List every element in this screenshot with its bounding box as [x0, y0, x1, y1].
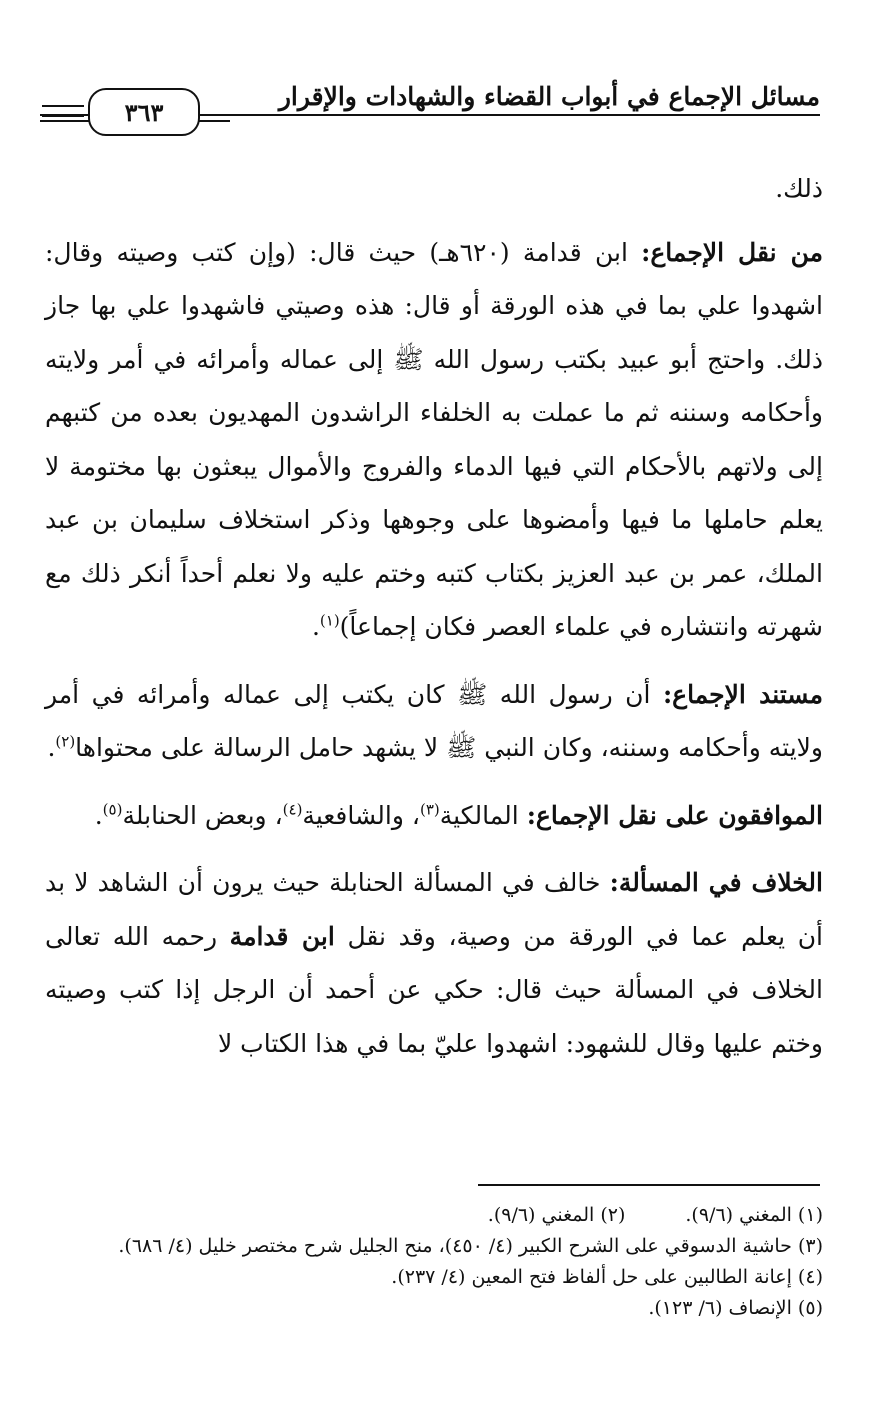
section-lead: من نقل الإجماع: [641, 237, 823, 267]
page-number: ٣٦٣ [88, 88, 200, 136]
footnotes [43, 1200, 823, 1324]
footnote-ref[interactable]: (٥) [102, 800, 123, 819]
punctuation: . [311, 612, 320, 641]
paragraph-disagreement [45, 856, 823, 1070]
section-lead: الموافقون على نقل الإجماع: [526, 800, 823, 830]
paragraph-text: المالكية [439, 800, 527, 830]
running-title: مسائل الإجماع في أبواب القضاء والشهادات والإقرار [278, 82, 820, 111]
section-lead: مستند الإجماع: [662, 679, 823, 709]
paragraph-continuation: ذلك. [775, 174, 823, 203]
footnote-4: (٤) إعانة الطالبين على حل ألفاظ فتح المعين (٤/ ٢٣٧). [391, 1266, 823, 1288]
paragraph-text: ، والشافعية [302, 800, 420, 830]
footnote-ref[interactable]: (٢) [55, 732, 76, 751]
footnote-separator [478, 1184, 820, 1186]
scholar-name: ابن قدامة [229, 921, 335, 951]
footnote-ref[interactable]: (١) [319, 611, 340, 630]
paragraph-text: ، وبعض الحنابلة [122, 800, 283, 830]
footnote-1: (١) المغني (٩/٦). [685, 1204, 823, 1226]
footnote-2: (٢) المغني (٩/٦). [487, 1204, 626, 1226]
paragraph-text: خالف في المسألة الحنابلة حيث يرون أن الشاهد لا بد أن يعلم عما في الورقة من وصية، وقد نقل [45, 868, 823, 951]
badge-ornament [42, 105, 84, 117]
page-header [40, 70, 820, 140]
section-lead: الخلاف في المسألة: [609, 868, 823, 897]
footnote-ref[interactable]: (٣) [419, 800, 440, 819]
punctuation: . [94, 800, 103, 830]
main-text [45, 162, 823, 1084]
footnote-row [43, 1200, 823, 1231]
punctuation: . [47, 733, 56, 762]
paragraph-text: ابن قدامة (٦٢٠هـ) حيث قال: (وإن كتب وصيته وقال: اشهدوا علي بما في هذه الورقة أو قال: هذه وصيتي فاشهدوا علي بها جاز ذلك. واحتج أبو عبيد بكتب رسول الله ﷺ إلى عماله وأمرائه في أمر ولايته وأحكامه وسننه ثم ما عملت به الخلفاء الراشدون المهديون بعده من كتبهم إلى ولاتهم بالأحكام التي فيها الدماء والفروج والأموال يبعثون بها مختومة لا يعلم حاملها ما فيها وأمضوها على وجوهها وذكر استخلاف سليمان بن عبد الملك، عمر بن عبد العزيز بكتاب كتبه وختم عليه ولا نعلم أحداً أنكر ذلك مع شهرته وانتشاره في علماء العصر فكان إجماعاً) [45, 237, 823, 641]
paragraph-ijma-basis [45, 668, 823, 775]
footnote-ref[interactable]: (٤) [282, 800, 303, 819]
footnote-5: (٥) الإنصاف (٦/ ١٢٣). [648, 1297, 823, 1319]
paragraph-ijma-transmission [45, 226, 823, 654]
paragraph-text: رحمه الله تعالى الخلاف في المسألة حيث قال: حكي عن أحمد أن الرجل إذا كتب وصيته وختم عليها وقال للشهود: اشهدوا عليّ بما في هذا الكتاب لا [45, 921, 823, 1058]
paragraph-text: أن رسول الله ﷺ كان يكتب إلى عماله وأمرائه في أمر ولايته وأحكامه وسننه، وكان النبي ﷺ لا يشهد حامل الرسالة على محتواها [45, 679, 823, 762]
footnote-3: (٣) حاشية الدسوقي على الشرح الكبير (٤/ ٤٥٠)، منح الجليل شرح مختصر خليل (٤/ ٦٨٦). [118, 1235, 823, 1257]
paragraph-agreeing-schools [45, 789, 823, 843]
